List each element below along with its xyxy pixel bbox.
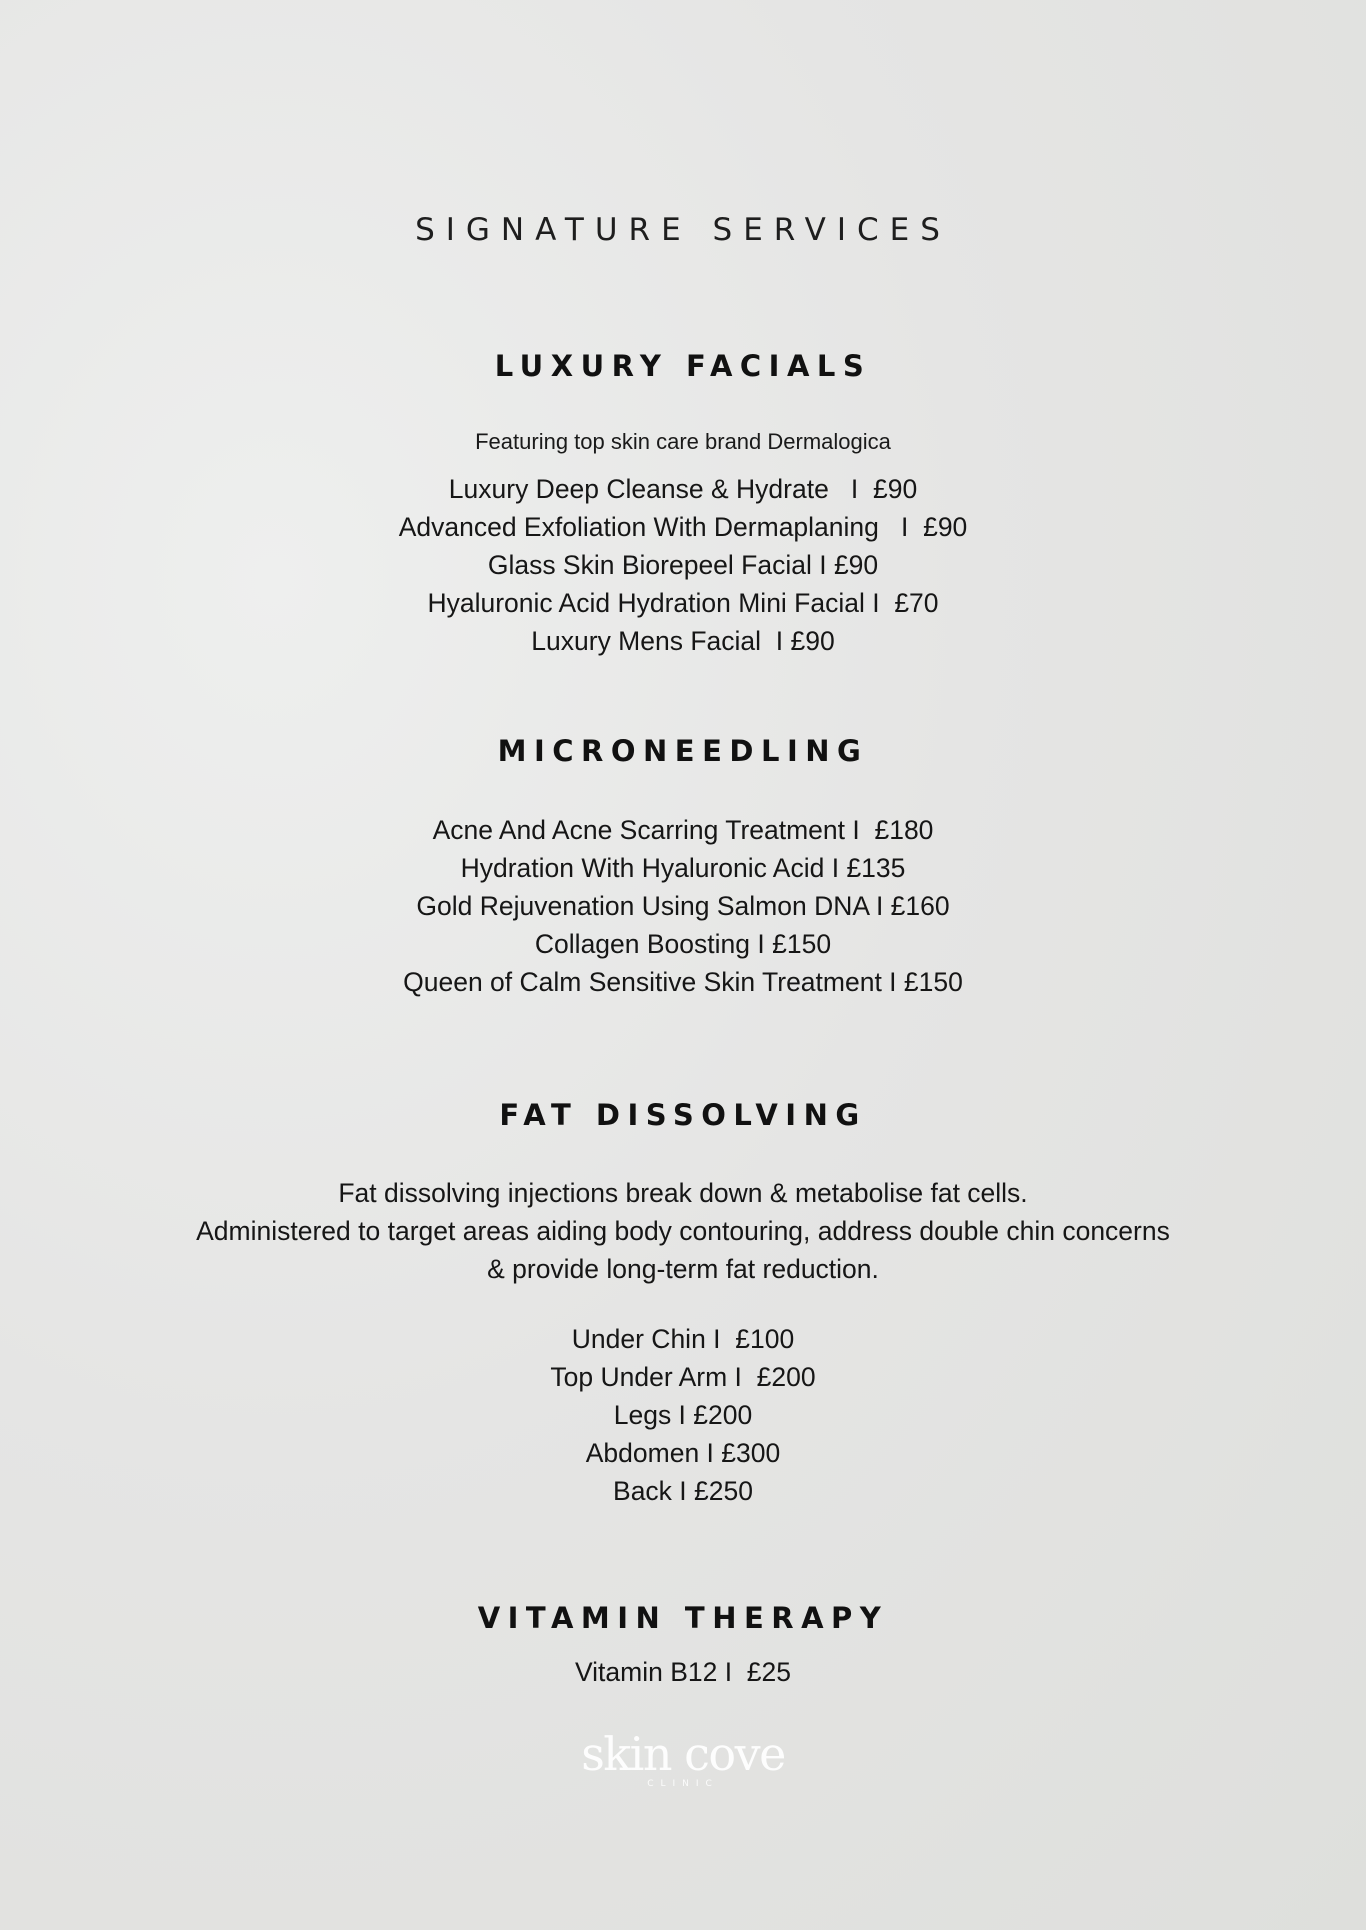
description-line: Administered to target areas aiding body contouring, address double chin concerns [196, 1216, 1170, 1246]
service-item: Advanced Exfoliation With Dermaplaning I £90 [398, 512, 968, 542]
description-line: Fat dissolving injections break down & metabolise fat cells. [338, 1178, 1028, 1208]
service-list-microneedling [0, 811, 1366, 1001]
service-item: Legs I £200 [613, 1400, 753, 1430]
page-title: SIGNATURE SERVICES [415, 212, 951, 248]
section-heading-microneedling: MICRONEEDLING [497, 734, 869, 768]
service-item: Vitamin B12 I £25 [574, 1657, 792, 1687]
service-item: Top Under Arm I £200 [550, 1362, 816, 1392]
service-item: Hyaluronic Acid Hydration Mini Facial I £70 [427, 588, 939, 618]
service-item: Queen of Calm Sensitive Skin Treatment I £150 [403, 967, 963, 997]
service-item: Luxury Deep Cleanse & Hydrate I £90 [448, 474, 918, 504]
service-list-luxury-facials [0, 470, 1366, 660]
description-line: & provide long-term fat reduction. [487, 1254, 879, 1284]
logo-tagline: CLINIC [647, 1779, 719, 1789]
service-item: Collagen Boosting I £150 [534, 929, 832, 959]
service-item: Under Chin I £100 [571, 1324, 795, 1354]
service-list-fat-dissolving [0, 1320, 1366, 1510]
service-item: Abdomen I £300 [585, 1438, 781, 1468]
service-item: Glass Skin Biorepeel Facial I £90 [487, 550, 879, 580]
brand-logo [0, 1728, 1366, 1790]
service-item: Luxury Mens Facial I £90 [531, 626, 835, 656]
logo-wordmark: skin cove [581, 1727, 785, 1781]
service-list-vitamin-therapy [0, 1653, 1366, 1691]
service-item: Acne And Acne Scarring Treatment I £180 [432, 815, 934, 845]
service-item: Hydration With Hyaluronic Acid I £135 [460, 853, 906, 883]
service-item: Gold Rejuvenation Using Salmon DNA I £160 [416, 891, 950, 921]
section-heading-fat-dissolving: FAT DISSOLVING [499, 1098, 867, 1132]
section-heading-luxury-facials: LUXURY FACIALS [494, 349, 872, 383]
section-description-fat-dissolving [0, 1174, 1366, 1288]
section-heading-vitamin-therapy: VITAMIN THERAPY [477, 1601, 889, 1635]
service-item: Back I £250 [613, 1476, 753, 1506]
section-subtitle-luxury-facials: Featuring top skin care brand Dermalogica [475, 429, 891, 454]
